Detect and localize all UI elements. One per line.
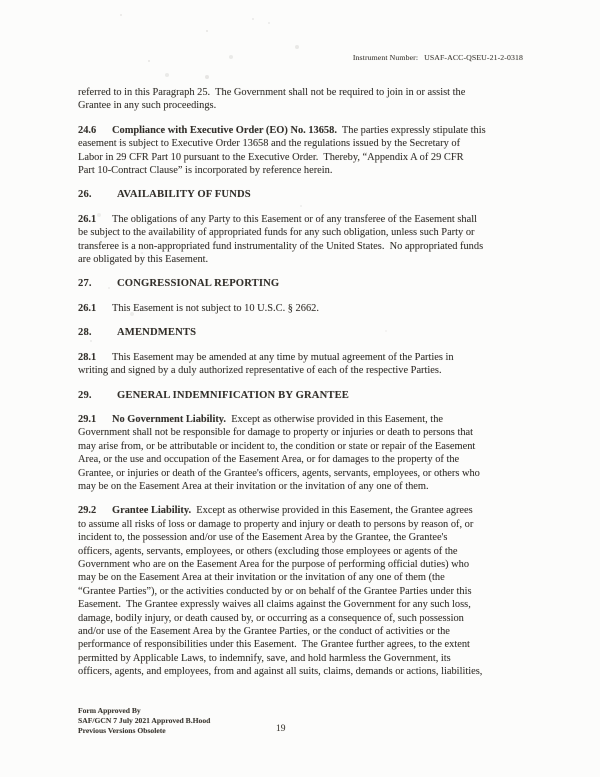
text-line: may be on the Easement Area at their invitation or the invitation of any one of them. bbox=[78, 480, 429, 492]
section-heading bbox=[78, 326, 544, 339]
paragraph-number: 24.6 bbox=[78, 124, 97, 136]
section-title: CONGRESSIONAL REPORTING bbox=[117, 278, 280, 290]
text-line: damage, bodily injury, or death caused by, or occurring as a consequence of, such possession bbox=[78, 612, 464, 624]
text-line: officers, agents, servants, employees, or others (excluding those employees or agents of the bbox=[78, 545, 458, 557]
text-line: Area, or the use and occupation of the Easement Area, or for damages to the property of the bbox=[78, 454, 460, 466]
section-number: 26. bbox=[78, 189, 92, 201]
text-line: 26.1 The obligations of any Party to this Easement or of any transferee of the Easement shall bbox=[78, 213, 478, 225]
text-line: Part 10-Contract Clause” is incorporated by reference herein. bbox=[78, 165, 333, 177]
section-title: GENERAL INDEMNIFICATION BY GRANTEE bbox=[117, 389, 350, 401]
text-line: 28.1 This Easement may be amended at any time by mutual agreement of the Parties in bbox=[78, 351, 454, 363]
form-approval-block bbox=[78, 706, 210, 737]
paragraph bbox=[78, 413, 544, 493]
paragraph bbox=[78, 504, 544, 678]
section-heading bbox=[78, 277, 544, 290]
footer-line-form-approved: Form Approved By bbox=[78, 706, 141, 715]
text-line: Grantee, or injuries or death of the Grantee's officers, agents, servants, employees, or others who bbox=[78, 467, 480, 479]
text-line: 24.6 Compliance with Executive Order (EO) No. 13658. The parties expressly stipulate this bbox=[78, 124, 486, 136]
paragraph-title: No Government Liability. bbox=[112, 413, 227, 425]
paragraph-number: 26.1 bbox=[78, 213, 97, 225]
section-number: 28. bbox=[78, 327, 92, 339]
section-number: 27. bbox=[78, 278, 92, 290]
text-line: 29.2 Grantee Liability. Except as otherwise provided in this Easement, the Grantee agrees bbox=[78, 505, 473, 517]
section-heading bbox=[78, 389, 544, 402]
text-line: are obligated by this Easement. bbox=[78, 254, 209, 266]
section-heading bbox=[78, 188, 544, 201]
text-line: and/or use of the Easement Area by the Grantee Parties, or the conduct of activities or the bbox=[78, 626, 450, 637]
text-line: writing and signed by a duly authorized representative of each of the respective Parties. bbox=[78, 365, 442, 377]
paragraph-number: 26.1 bbox=[78, 302, 97, 314]
text-line: Government who are on the Easement Area for the purpose of performing official duties) who bbox=[78, 558, 470, 570]
paragraph bbox=[78, 86, 544, 113]
text-line: may be on the Easement Area at their invitation or the invitation of any one of them (the bbox=[78, 572, 445, 584]
paragraph-number: 29.1 bbox=[78, 413, 97, 425]
paragraph bbox=[78, 302, 544, 315]
instrument-number-value: USAF-ACC-QSEU-21-2-0318 bbox=[424, 53, 523, 62]
paragraph bbox=[78, 124, 544, 178]
text-line: 29.1 No Government Liability. Except as otherwise provided in this Easement, the bbox=[78, 413, 444, 425]
text-line: officers, agents, and employees, from and against all suits, claims, demands or actions, liabilities, bbox=[78, 666, 483, 678]
paragraph bbox=[78, 351, 544, 378]
text-line: Easement. The Grantee expressly waives all claims against the Government for any such loss, bbox=[78, 599, 471, 611]
text-line: transferee is a non-appropriated fund instrumentality of the United States. No appropriated funds bbox=[78, 240, 484, 252]
paragraph-number: 29.2 bbox=[78, 505, 97, 517]
document-body bbox=[78, 86, 544, 690]
scan-noise bbox=[120, 14, 122, 16]
text-line: to assume all risks of loss or damage to property and injury or death to persons by reason of, or bbox=[78, 518, 474, 530]
text-line: Government shall not be responsible for damage to property or injuries or death to persons that bbox=[78, 427, 474, 439]
text-line: Labor in 29 CFR Part 10 pursuant to the Executive Order. Thereby, “Appendix A of 29 CFR bbox=[78, 151, 464, 163]
text-line: easement is subject to Executive Order 13658 and the regulations issued by the Secretary of bbox=[78, 138, 461, 150]
footer-line-previous-versions: Previous Versions Obsolete bbox=[78, 726, 166, 736]
text-line: incident to, the possession and/or use of the Easement Area by the Grantee, the Grantee's bbox=[78, 532, 448, 544]
text-line: permitted by Applicable Laws, to indemnify, save, and hold harmless the Government, its bbox=[78, 652, 451, 664]
instrument-number-label: Instrument Number: bbox=[352, 53, 419, 62]
paragraph-title: Grantee Liability. bbox=[112, 505, 192, 517]
paragraph-title: Compliance with Executive Order (EO) No. 13658. bbox=[112, 124, 337, 136]
text-line: Grantee in any such proceedings. bbox=[78, 100, 217, 112]
text-line: performance of responsibilities under this Easement. The Grantee further agrees, to the extent bbox=[78, 639, 470, 651]
text-line: be subject to the availability of appropriated funds for any such obligation, unless such Party or bbox=[78, 227, 475, 239]
paragraph bbox=[78, 213, 544, 267]
section-number: 29. bbox=[78, 389, 92, 401]
text-line: referred to in this Paragraph 25. The Government shall not be required to join in or assist the bbox=[78, 87, 466, 98]
section-title: AVAILABILITY OF FUNDS bbox=[117, 189, 251, 201]
page-number: 19 bbox=[276, 724, 286, 734]
document-header bbox=[0, 53, 523, 62]
text-line: 26.1 This Easement is not subject to 10 U.S.C. § 2662. bbox=[78, 302, 319, 314]
text-line: “Grantee Parties”), or the activities conducted by or on behalf of the Grantee Parties under this bbox=[78, 585, 472, 597]
section-title: AMENDMENTS bbox=[117, 327, 197, 339]
text-line: may arise from, or be attributable or incident to, the condition or state or repair of the Easement bbox=[78, 440, 476, 452]
footer-line-saf-gcn: SAF/GCN 7 July 2021 Approved B.Hood bbox=[78, 716, 211, 726]
paragraph-number: 28.1 bbox=[78, 351, 97, 363]
